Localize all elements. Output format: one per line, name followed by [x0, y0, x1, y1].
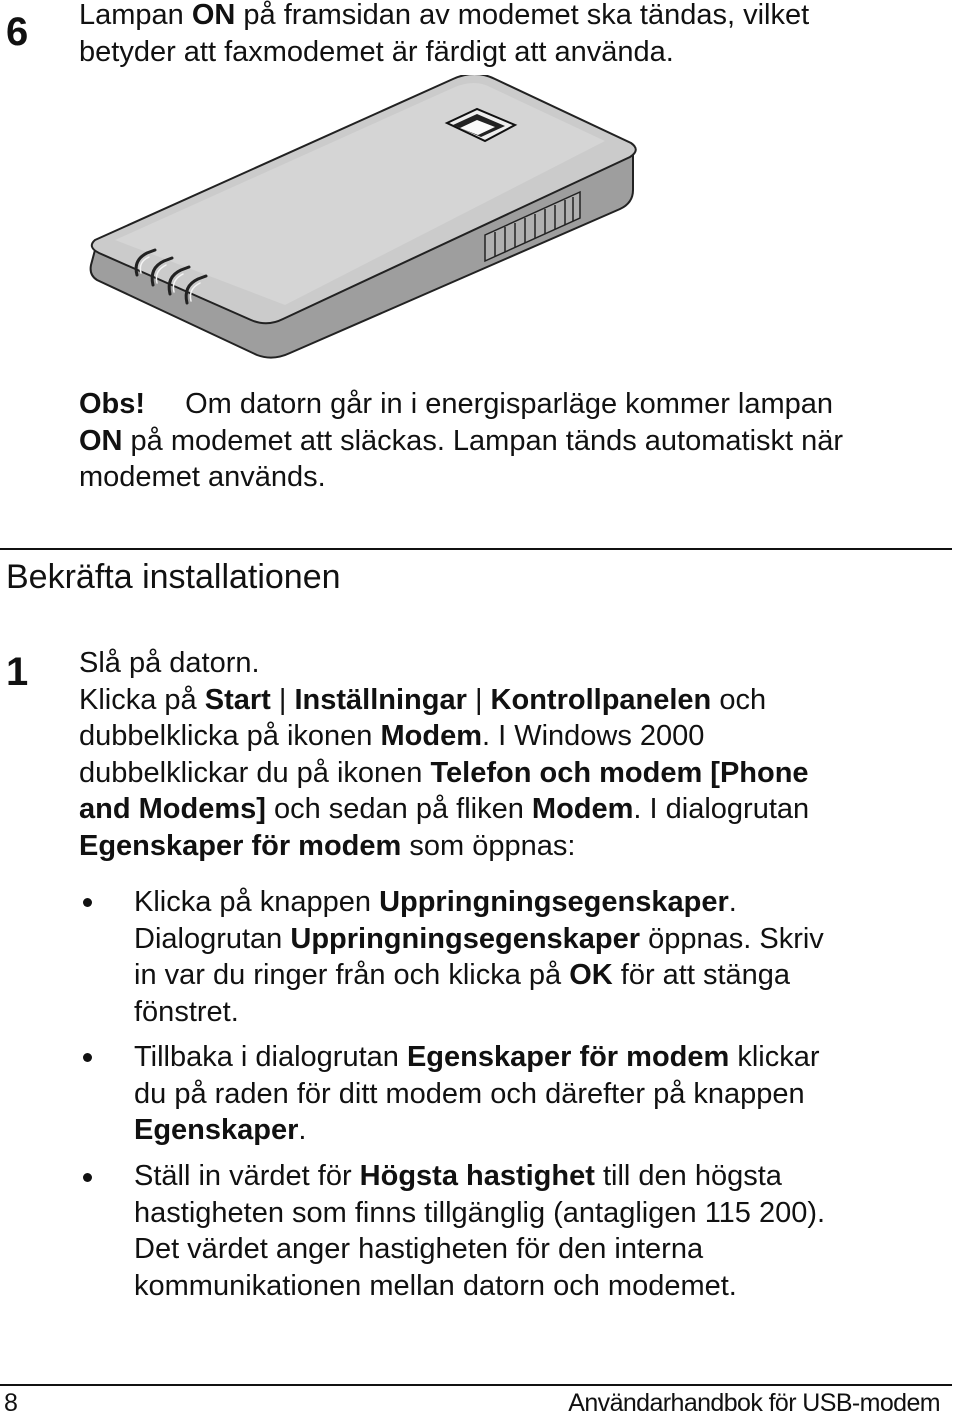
- step-number-1: 1: [6, 650, 29, 694]
- footer-rule: [0, 1384, 952, 1386]
- page-number: 8: [4, 1389, 18, 1417]
- step-number-6: 6: [6, 10, 29, 54]
- bullet-marker: [83, 1053, 92, 1062]
- footer-title: Användarhandbok för USB-modem: [568, 1389, 940, 1417]
- step1-text: Slå på datorn. Klicka på Start | Inställningar | Kontrollpanelen och dubbelklicka på ikonen Modem. I Windows 2000 dubbelklickar du på ikonen Telefon och modem [Phone and Modems] och sedan på fliken Modem. I dialogrutan Egenskaper för modem som öppnas:: [79, 647, 810, 862]
- note-label: Obs!: [79, 388, 146, 420]
- bullet-marker: [83, 1173, 92, 1182]
- bullet-item: Tillbaka i dialogrutan Egenskaper för modem klickar du på raden för ditt modem och därefter på knappen Egenskaper.: [134, 1041, 820, 1147]
- usb-modem-illustration: [85, 75, 645, 365]
- bullet-item: Ställ in värdet för Högsta hastighet till den högsta hastigheten som finns tillgänglig (antagligen 115 200). Det värdet anger hastigheten för den interna kommunikationen mellan datorn och modemet.: [134, 1160, 826, 1302]
- bullet-marker: [83, 898, 92, 907]
- bullet-item: Klicka på knappen Uppringningsegenskaper. Dialogrutan Uppringningsegenskaper öppnas. Skriv in var du ringer från och klicka på OK för att stänga fönstret.: [134, 886, 824, 1028]
- note-block: Obs! Om datorn går in i energisparläge kommer lampan ON på modemet att släckas. Lampan tänds automatiskt när modemet används.: [79, 388, 844, 494]
- step6-text: Lampan ON på framsidan av modemet ska tändas, vilket betyder att faxmodemet är färdigt att använda.: [79, 0, 810, 68]
- section-heading: Bekräfta installationen: [6, 558, 341, 596]
- section-rule: [0, 548, 952, 550]
